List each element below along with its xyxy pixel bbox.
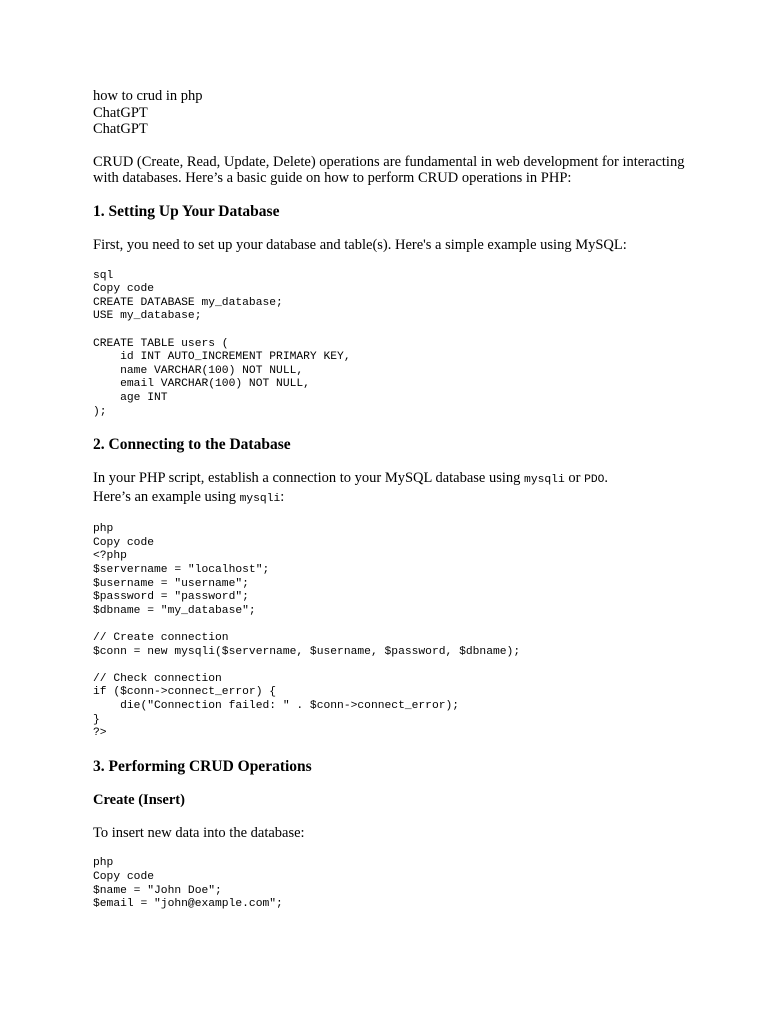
author-line: ChatGPT <box>93 121 148 138</box>
code-block: $name = "John Doe"; $email = "john@example.com"; <box>93 884 283 911</box>
text-run: : <box>280 488 285 505</box>
inline-code: mysqli <box>239 492 281 505</box>
section-paragraph: First, you need to set up your database and table(s). Here's a simple example using MySQL: <box>93 236 627 253</box>
code-block: CREATE DATABASE my_database; USE my_database; CREATE TABLE users ( id INT AUTO_INCREMENT PRIMARY KEY, name VARCHAR(100) NOT NULL, email VARCHAR(100) NOT NULL, age INT ); <box>93 296 351 418</box>
inline-code: mysqli <box>524 474 565 487</box>
section-heading: 1. Setting Up Your Database <box>93 202 280 220</box>
document-page <box>93 88 733 912</box>
copy-code-button[interactable]: Copy code <box>93 536 155 549</box>
copy-code-button[interactable]: Copy code <box>93 870 155 883</box>
subsection-heading: Create (Insert) <box>93 791 185 808</box>
copy-code-button[interactable]: Copy code <box>93 283 155 296</box>
section-paragraph <box>93 470 733 507</box>
intro-paragraph: CRUD (Create, Read, Update, Delete) operations are fundamental in web development for interacting with databases. Here’s a basic guide on how to perform CRUD operations in PHP: <box>93 153 685 187</box>
query-line: how to crud in php <box>93 88 203 104</box>
text-run: . <box>604 470 609 487</box>
section-paragraph: To insert new data into the database: <box>93 824 305 841</box>
text-run: or <box>564 470 585 487</box>
code-language-label: sql <box>93 269 114 282</box>
text-run: Here’s an example using <box>93 488 240 505</box>
inline-code: PDO <box>584 474 605 487</box>
code-language-label: php <box>93 523 114 536</box>
text-run: In your PHP script, establish a connection to your MySQL database using <box>93 470 525 487</box>
code-language-label: php <box>93 857 114 870</box>
section-heading: 2. Connecting to the Database <box>93 436 291 454</box>
author-line: ChatGPT <box>93 104 148 121</box>
code-block: <?php $servername = "localhost"; $username = "username"; $password = "password"; $dbname = "my_database"; // Create connection $conn = new mysqli($servername, $username, $password, $dbname); // Check connection if ($conn->connect_error) { die("Connection failed: " . $conn->connect_error); } ?> <box>93 550 521 740</box>
section-heading: 3. Performing CRUD Operations <box>93 757 312 775</box>
